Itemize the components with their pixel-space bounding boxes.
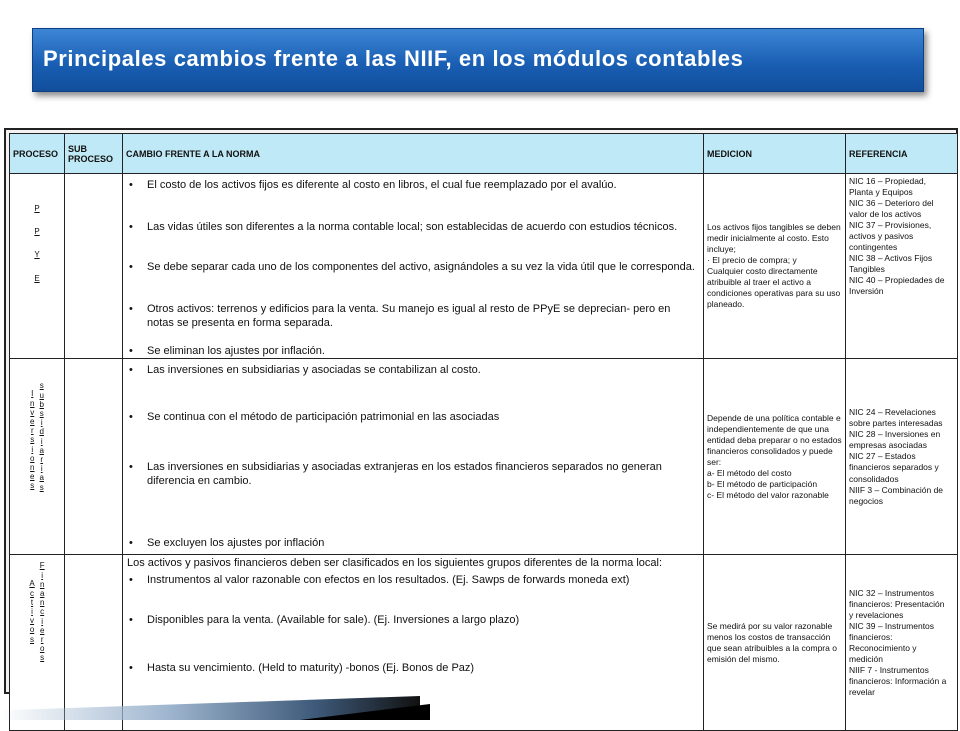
proceso-letter: b xyxy=(39,399,44,409)
cambio-bullet-list xyxy=(127,363,699,549)
cambio-bullet-item: • Las vidas útiles son diferentes a la norma contable local; son establecidas de acuerdo con estudios técnicos. xyxy=(127,220,699,234)
medicion-line: · El precio de compra; y xyxy=(707,255,797,266)
cambio-bullet-item: • Hasta su vencimiento. (Held to maturity) -bonos (Ej. Bonos de Paz) xyxy=(127,661,699,675)
medicion-line: planeado. xyxy=(707,299,745,310)
proceso-letter: a xyxy=(39,589,45,599)
table-row xyxy=(10,359,958,555)
referencia-cell xyxy=(846,359,958,555)
referencia-line: Inversión xyxy=(849,286,884,297)
proceso-letter: e xyxy=(30,472,35,482)
header-cambio: CAMBIO FRENTE A LA NORMA xyxy=(123,134,704,174)
referencia-line: NIC 24 – Revelaciones xyxy=(849,407,936,418)
referencia-line: sobre partes interesadas xyxy=(849,418,943,429)
proceso-letter: A xyxy=(29,579,35,589)
header-proceso: PROCESO xyxy=(10,134,65,174)
medicion-line: que sean atribuibles a la compra o xyxy=(707,642,837,653)
proceso-letter: i xyxy=(31,444,34,454)
referencia-line: contingentes xyxy=(849,242,898,253)
referencia-line: activos y pasivos xyxy=(849,231,914,242)
referencia-line: NIC 32 – Instrumentos xyxy=(849,587,935,598)
cambio-bullet-item: • Instrumentos al valor razonable con efectos en los resultados. (Ej. Sawps de forwards moneda ext) xyxy=(127,573,699,587)
cambio-intro: Los activos y pasivos financieros deben ser clasificados en los siguientes grupos diferentes de la norma local: xyxy=(127,557,663,570)
proceso-letter: o xyxy=(39,644,45,654)
title-banner xyxy=(32,28,924,92)
medicion-cell xyxy=(704,359,846,555)
proceso-letter: n xyxy=(39,579,45,589)
cambio-bullet-item: • Se debe separar cada uno de los componentes del activo, asignándoles a su vez la vida útil que le corresponda. xyxy=(127,260,699,274)
medicion-line: entidad deba preparar o no estados xyxy=(707,434,842,445)
proceso-vertical-text xyxy=(29,579,34,662)
proceso-letter: r xyxy=(30,426,34,436)
medicion-line: atribuible al traer el activo a xyxy=(707,277,811,288)
proceso-letter: v xyxy=(30,616,35,626)
cambio-bullet-item: • Se continua con el método de participación patrimonial en las asociadas xyxy=(127,410,699,424)
medicion-line: Cualquier costo directamente xyxy=(707,266,818,277)
referencia-line: NIC 39 – Instrumentos xyxy=(849,620,935,631)
medicion-line: a- El método del costo xyxy=(707,468,792,479)
referencia-line: NIIF 3 – Combinación de xyxy=(849,484,944,495)
proceso-letter: o xyxy=(29,625,35,635)
medicion-line: c- El método del valor razonable xyxy=(707,490,829,501)
proceso-cell xyxy=(10,359,65,555)
proceso-letter: i xyxy=(40,436,43,446)
proceso-letter: n xyxy=(30,398,35,408)
medicion-line: ser: xyxy=(707,456,722,467)
referencia-line: NIC 28 – Inversiones en xyxy=(849,429,941,440)
medicion-line: medir inicialmente al costo. Esto xyxy=(707,233,829,244)
cambio-cell xyxy=(123,174,704,359)
proceso-letter: e xyxy=(30,417,35,427)
proceso-letter: s xyxy=(39,409,44,419)
niif-changes-table xyxy=(9,133,958,731)
proceso-letter: v xyxy=(30,407,35,417)
proceso-vertical-text xyxy=(30,389,34,491)
proceso-letter: s xyxy=(30,634,35,644)
referencia-line: Planta y Equipos xyxy=(849,187,913,198)
referencia-line: valor de los activos xyxy=(849,209,922,220)
cambio-bullet-item: • Se eliminan los ajustes por inflación. xyxy=(127,344,699,358)
proceso-letter: c xyxy=(30,588,35,598)
proceso-letter: i xyxy=(40,418,43,428)
referencia-line: financieros: Información a xyxy=(849,676,947,687)
medicion-line: emisión del mismo. xyxy=(707,654,780,665)
proceso-letter: P xyxy=(34,204,40,213)
cambio-bullet-list xyxy=(127,178,699,358)
proceso-letter: i xyxy=(41,570,44,580)
proceso-letter: o xyxy=(30,453,35,463)
medicion-line: b- El método de participación xyxy=(707,479,818,490)
table-row xyxy=(10,174,958,359)
proceso-letter: s xyxy=(30,435,35,445)
proceso-letter: r xyxy=(40,634,44,644)
niif-changes-table-frame xyxy=(4,128,958,698)
proceso-letter: E xyxy=(34,273,40,283)
medicion-cell xyxy=(704,555,846,731)
proceso-cell xyxy=(10,174,65,359)
proceso-letter: a xyxy=(39,445,44,455)
referencia-cell xyxy=(846,555,958,731)
referencia-line: NIC 37 – Provisiones, xyxy=(849,220,932,231)
proceso-letter: e xyxy=(39,625,45,635)
proceso-letter: i xyxy=(40,464,43,474)
subproceso-cell xyxy=(65,174,123,359)
referencia-line: financieros: Presentación xyxy=(849,598,945,609)
referencia-cell xyxy=(846,174,958,359)
medicion-line: menos los costos de transacción xyxy=(707,631,831,642)
proceso-letter: F xyxy=(39,561,45,571)
header-subproceso-line1: SUB xyxy=(68,143,88,154)
referencia-line: financieros: xyxy=(849,631,893,642)
proceso-letter: P xyxy=(34,227,40,237)
medicion-line: independientemente de que una xyxy=(707,423,829,434)
proceso-letter: n xyxy=(30,462,35,472)
proceso-letter: r xyxy=(40,454,44,464)
header-medicion: MEDICION xyxy=(704,134,846,174)
proceso-vertical-pair xyxy=(11,561,63,662)
medicion-line: incluye; xyxy=(707,244,736,255)
referencia-line: Reconocimiento y xyxy=(849,642,917,653)
medicion-line: Se medirá por su valor razonable xyxy=(707,620,833,631)
proceso-vertical-text xyxy=(40,381,44,491)
proceso-vertical-pair xyxy=(11,381,63,491)
referencia-line: Tangibles xyxy=(849,264,885,275)
proceso-letter: c xyxy=(40,607,45,617)
proceso-letter: Y xyxy=(34,250,40,260)
proceso-letter: s xyxy=(40,653,45,663)
medicion-line: Depende de una política contable e xyxy=(707,412,841,423)
subproceso-cell xyxy=(65,359,123,555)
proceso-vertical-text xyxy=(40,561,45,662)
cambio-bullet-item: • El costo de los activos fijos es diferente al costo en libros, el cual fue reemplazado por el avalúo. xyxy=(127,178,699,192)
subproceso-cell xyxy=(65,555,123,731)
page-title: Principales cambios frente a las NIIF, en los módulos contables xyxy=(43,46,744,71)
proceso-letter: s xyxy=(39,381,44,391)
cambio-bullet-list xyxy=(127,573,699,675)
proceso-letter: i xyxy=(41,616,44,626)
referencia-line: y revelaciones xyxy=(849,609,904,620)
medicion-line: financieros consolidados y puede xyxy=(707,445,833,456)
proceso-letter: u xyxy=(39,390,44,400)
referencia-line: medición xyxy=(849,654,884,665)
proceso-letter: s xyxy=(39,482,44,492)
header-subproceso-line2: PROCESO xyxy=(68,153,114,164)
proceso-letter: d xyxy=(39,427,44,437)
header-referencia: REFERENCIA xyxy=(846,134,958,174)
proceso-letter: i xyxy=(31,607,33,617)
referencia-line: empresas asociadas xyxy=(849,440,927,451)
referencia-line: NIC 27 – Estados xyxy=(849,451,916,462)
referencia-line: negocios xyxy=(849,495,884,506)
cambio-bullet-item: • Las inversiones en subsidiarias y asociadas extranjeras en los estados financieros separados no generan diferencia en cambio. xyxy=(127,460,699,488)
referencia-line: NIC 40 – Propiedades de xyxy=(849,275,945,286)
medicion-line: condiciones operativas para su uso xyxy=(707,288,841,299)
proceso-letter: a xyxy=(39,473,44,483)
cambio-cell xyxy=(123,359,704,555)
proceso-letter: t xyxy=(30,597,34,607)
proceso-letter: I xyxy=(31,389,34,399)
referencia-line: NIC 38 – Activos Fijos xyxy=(849,253,933,264)
table-row xyxy=(10,555,958,731)
cambio-bullet-item: • Las inversiones en subsidiarias y asociadas se contabilizan al costo. xyxy=(127,363,699,377)
medicion-line: Los activos fijos tangibles se deben xyxy=(707,222,841,233)
referencia-line: NIIF 7 - Instrumentos xyxy=(849,665,929,676)
referencia-line: NIC 36 – Deterioro del xyxy=(849,198,934,209)
cambio-bullet-item: • Otros activos: terrenos y edificios para la venta. Su manejo es igual al resto de PPyE se deprecian- pero en notas se presenta en forma separada. xyxy=(127,302,699,330)
cambio-bullet-item: • Disponibles para la venta. (Available for sale). (Ej. Inversiones a largo plazo) xyxy=(127,613,699,627)
cambio-bullet-item: • Se excluyen los ajustes por inflación xyxy=(127,536,699,550)
proceso-vertical-text xyxy=(34,204,39,297)
referencia-line: revelar xyxy=(849,687,875,698)
proceso-letter: s xyxy=(30,481,35,491)
proceso-letter: n xyxy=(39,598,45,608)
proceso-cell xyxy=(10,555,65,731)
table-header-row xyxy=(10,134,958,174)
header-subproceso xyxy=(65,134,123,174)
referencia-line: NIC 16 – Propiedad, xyxy=(849,176,927,186)
medicion-cell xyxy=(704,174,846,359)
referencia-line: consolidados xyxy=(849,473,899,484)
referencia-line: financieros separados y xyxy=(849,462,939,473)
